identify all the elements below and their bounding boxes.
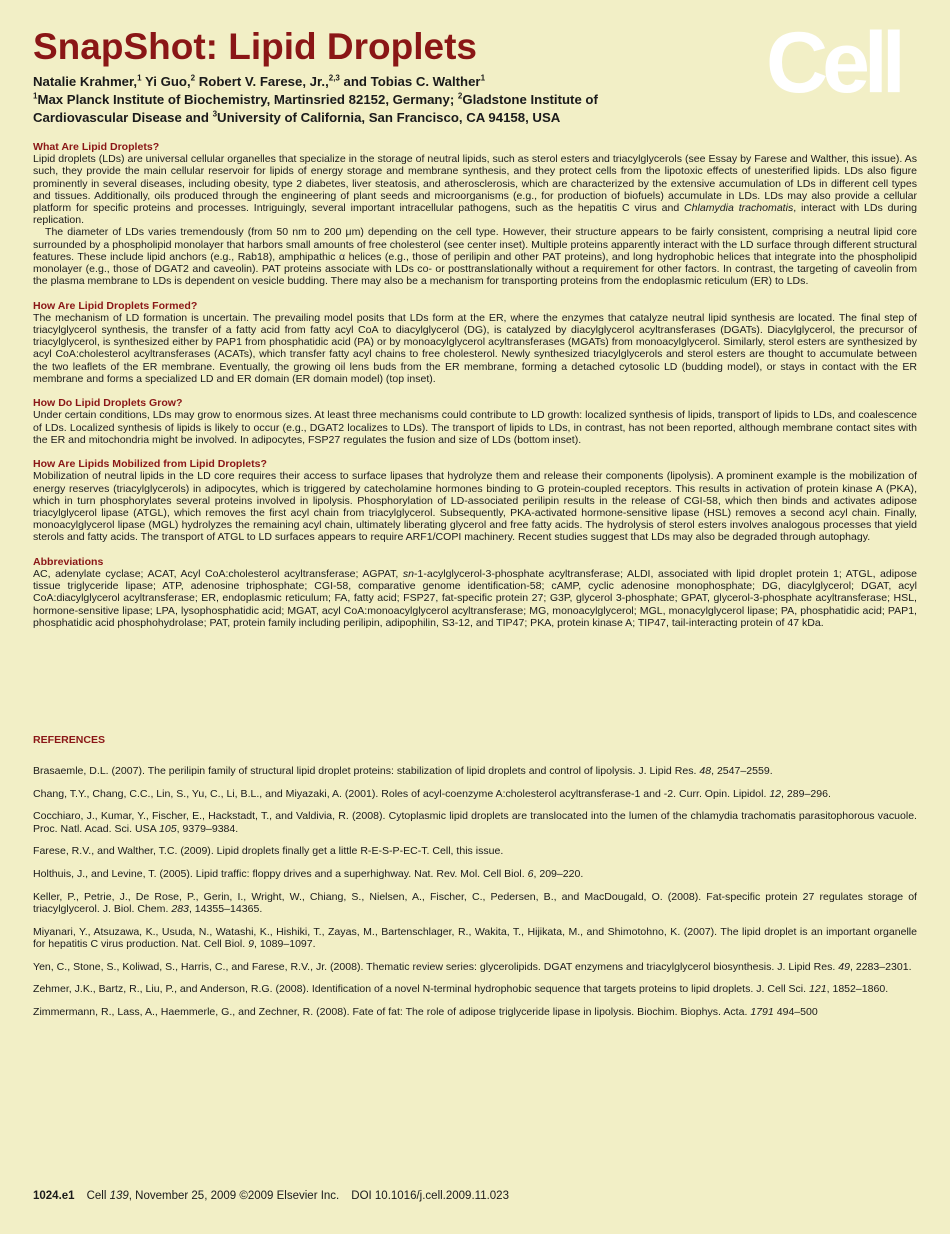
author-name: and Tobias C. Walther <box>339 74 481 89</box>
author-name: Yi Guo, <box>141 74 191 89</box>
section-heading: What Are Lipid Droplets? <box>33 141 160 153</box>
journal-volume: 139 <box>109 1190 129 1202</box>
page-footer <box>33 1190 509 1202</box>
paragraph: Mobilization of neutral lipids in the LD core requires their access to surface lipases that hydrolyze them and release their components (lipolysis). A prominent example is the mobilization of energy reserves (triacylglycerols) in adipocytes, which is triggered by catecholamine hormones binding to G protein-coupled receptors. This results in activation of protein kinase A (PKA), which in turn phosphorylates several proteins involved in lipolysis. Phosphorylation of LD-associated perilipin results in the release of CGI-58, which then binds and activates adipose triacylglycerol lipase (ATGL), which removes the first acyl chain from triacylglycerol. Subsequently, PKA-activated hormone-sensitive lipase (HSL) removes a second acyl chain. Finally, monoacylglycerol lipase (MGL) hydrolyzes the remaining acyl chain, ultimately liberating glycerol and free fatty acids. The hydrolysis of sterol esters involves analogous processes that yield sterols and fatty acids. The transport of ATGL to LD surfaces appears to require ARF1/COPI machinery. Recent studies suggest that LDs may also be degraded through autophagy. <box>33 470 917 544</box>
reference-item: Yen, C., Stone, S., Koliwad, S., Harris, C., and Farese, R.V., Jr. (2008). Thematic review series: glycerolipids. DGAT enzymens and triacylglycerol biosynthesis. J. Lipid Res. 49, 2283–2301. <box>33 960 912 973</box>
journal-logo: Cell <box>766 15 900 111</box>
reference-item: Miyanari, Y., Atsuzawa, K., Usuda, N., Watashi, K., Hishiki, T., Zayas, M., Bartenschlager, R., Wakita, T., Hijikata, M., and Shimotohno, K. (2007). The lipid droplet is an important organelle for hepatitis C virus production. Nat. Cell Biol. 9, 1089–1097. <box>33 925 917 950</box>
reference-item: Chang, T.Y., Chang, C.C., Lin, S., Yu, C., Li, B.L., and Miyazaki, A. (2001). Roles of acyl-coenzyme A:cholesterol acyltransferase-1 and -2. Curr. Opin. Lipidol. 12, 289–296. <box>33 787 831 800</box>
reference-item: Zehmer, J.K., Bartz, R., Liu, P., and Anderson, R.G. (2008). Identification of a novel N-terminal hydrophobic sequence that targets proteins to lipid droplets. J. Cell Sci. 121, 1852–1860. <box>33 983 889 996</box>
body-text <box>33 141 917 629</box>
publication-date: , November 25, 2009 ©2009 Elsevier Inc. <box>128 1190 340 1202</box>
references-heading: REFERENCES <box>33 734 106 746</box>
reference-item: Holthuis, J., and Levine, T. (2005). Lipid traffic: floppy drives and a superhighway. Nat. Rev. Mol. Cell Biol. 6, 209–220. <box>33 868 584 881</box>
paragraph: The mechanism of LD formation is uncertain. The prevailing model posits that LDs form at the ER, where the enzymes that catalyze neutral lipid synthesis are located. The final step of triacylglycerol synthesis, the transfer of a fatty acid from fatty acyl CoA to diacylglycerol (DG), is catalyzed by diacylglycerol acyltransferases (DGATs). Diacylglycerol, the precursor of triacylglycerol, is synthesized either by PAP1 from phosphatidic acid (PA) or by monoacylglycerol acyltransferases (MGATs) from monoacylglycerol. Similarly, sterol esters are synthesized by acyl CoA:cholesterol acyltransferases (ACATs), which transfer fatty acyl chains to free cholesterol. Newly synthesized triacylglycerols and sterol esters are thought to accumulate between the two leaflets of the ER membrane. Eventually, the growing oil lens buds from the ER membrane, forming a detached cytosolic LD (budding model), or stays in contact with the ER membrane and forms a specialized LD and ER domain (ER domain model) (top inset). <box>33 311 917 385</box>
reference-item: Cocchiaro, J., Kumar, Y., Fischer, E., Hackstadt, T., and Valdivia, R. (2008). Cytoplasmic lipid droplets are translocated into the lumen of the chlamydia trachomatis parasitophorous vacuole. Proc. Natl. Acad. Sci. USA 105, 9379–9384. <box>33 810 917 835</box>
affiliation-line-2: Cardiovascular Disease and $^3$University of California, San Francisco, CA 94158, USA <box>33 109 561 125</box>
author-list: Natalie Krahmer,$^1$ Yi Guo,$^2$ Robert V. Farese, Jr.,$^{2,3}$ and Tobias C. Walther$^1$ <box>33 73 486 89</box>
section-heading: Abbreviations <box>33 555 104 568</box>
reference-item: Farese, R.V., and Walther, T.C. (2009). Lipid droplets finally get a little R-E-S-P-EC-T. Cell, this issue. <box>33 845 504 858</box>
doi: DOI 10.1016/j.cell.2009.11.023 <box>351 1190 509 1202</box>
reference-item: Zimmermann, R., Lass, A., Haemmerle, G., and Zechner, R. (2008). Fate of fat: The role of adipose triglyceride lipase in lipolysis. Biochim. Biophys. Acta. 1791 494–500 <box>33 1005 818 1018</box>
section-heading: How Are Lipids Mobilized from Lipid Droplets? <box>33 458 267 471</box>
page-number: 1024.e1 <box>33 1190 75 1202</box>
author-name: Robert V. Farese, Jr., <box>195 74 329 89</box>
reference-list <box>33 765 917 1029</box>
paragraph: Under certain conditions, LDs may grow to enormous sizes. At least three mechanisms could contribute to LD growth: localized synthesis of lipids, transport of lipids to LDs, and coalescence of LDs. Localized synthesis of lipids is likely to occur (e.g., DGAT2 localizes to LDs). The transport of lipids to LDs, in contrast, has not been reported, although membrane contact sites with the ER and mitochondria might be involved. In adipocytes, FSP27 regulates the fusion and size of LDs (bottom inset). <box>33 409 917 446</box>
reference-item: Brasaemle, D.L. (2007). The perilipin family of structural lipid droplet proteins: stabilization of lipid droplets and control of lipolysis. J. Lipid Res. 48, 2547–2559. <box>33 765 773 777</box>
page-title: SnapShot: Lipid Droplets <box>33 26 477 67</box>
paragraph: The diameter of LDs varies tremendously (from 50 nm to 200 μm) depending on the cell type. However, their structure appears to be fairly consistent, comprising a neutral lipid core surrounded by a phospholipid monolayer that harbors small amounts of free cholesterol (see center inset). Multiple proteins apparently interact with the LD surface through different structural features. These include lipid anchors (e.g., Rab18), amphipathic α helices (e.g., those of perilipin and other PAT proteins), and long hydrophobic helices that integrate into the phospholipid monolayer (e.g., those of DGAT2 and caveolin). PAT proteins associate with LDs co- or posttranslationally without a requirement for other factors. In contrast, the targeting of caveolin from the plasma membrane to LDs is dependent on vesicle budding. There may also be a mechanism for transporting proteins from the endoplasmic reticulum (ER) to LDs. <box>33 226 917 288</box>
author-name: Natalie Krahmer, <box>33 74 138 89</box>
journal-name: Cell <box>86 1190 110 1202</box>
author-block <box>33 73 598 127</box>
abbreviations-paragraph: AC, adenylate cyclase; ACAT, Acyl CoA:cholesterol acyltransferase; AGPAT, sn-1-acylglycerol-3-phosphate acyltransferase; ALDI, associated with lipid droplet protein 1; ATGL, adipose tissue triglyceride lipase; ATP, adenosine triphosphate; CGI-58, comparative genome identification-58; cAMP, cyclic adenosine monophosphate; DG, diacylglycerol; DGAT, acyl CoA:diacylglycerol acyltransferase; ER, endoplasmic reticulum; FA, fatty acid; FSP27, fat-specific protein 27; G3P, glycerol 3-phosphate; GPAT, glycerol-3-phosphate acyltransferase; HSL, hormone-sensitive lipase; LPA, lysophosphatidic acid; MGAT, acyl CoA:monoacylglycerol acyltransferase; MG, monoacylglycerol; MGL, monacylglycerol lipase; PA, phosphatidic acid; PAP1, phosphatidic acid phosphohydrolase; PAT, protein family including perilipin, adipophilin, S3-12, and TIP47; PKA, protein kinase A; TIP47, tail-interacting protein of 47 kDa. <box>33 568 917 629</box>
section-heading: How Do Lipid Droplets Grow? <box>33 397 183 410</box>
section-heading: How Are Lipid Droplets Formed? <box>33 299 198 312</box>
paragraph: Lipid droplets (LDs) are universal cellular organelles that specialize in the storage of neutral lipids, such as sterol esters and triacylglycerols (see Essay by Farese and Walther, this issue). As such, they provide the main cellular reservoir for lipids of energy storage and membrane synthesis, and they protect cells from the lipotoxic effects of unesterified lipids. LDs also figure prominently in several diseases, including obesity, type 2 diabetes, liver steatosis, and atherosclerosis, which are characterized by the extensive accumulation of LDs in different cell types and tissues. Additionally, oils produced through the engineering of plant seeds and microorganisms (e.g., for production of biofuels) accumulate in LDs. LDs may also provide a cellular platform for specific proteins and processes. Intriguingly, several important intracellular pathogens, such as the hepatitis C virus and Chlamydia trachomatis, interact with LDs during replication. <box>33 153 917 227</box>
reference-item: Keller, P., Petrie, J., De Rose, P., Gerin, I., Wright, W., Chiang, S., Nielsen, A., Fischer, C., Pedersen, B., and MacDougald, O. (2008). Fat-specific protein 27 regulates storage of triacylglycerol. J. Biol. Chem. 283, 14355–14365. <box>33 890 917 915</box>
affiliation-line-1: $^1$Max Planck Institute of Biochemistry, Martinsried 82152, Germany; $^2$Gladstone Institute of <box>33 91 598 107</box>
